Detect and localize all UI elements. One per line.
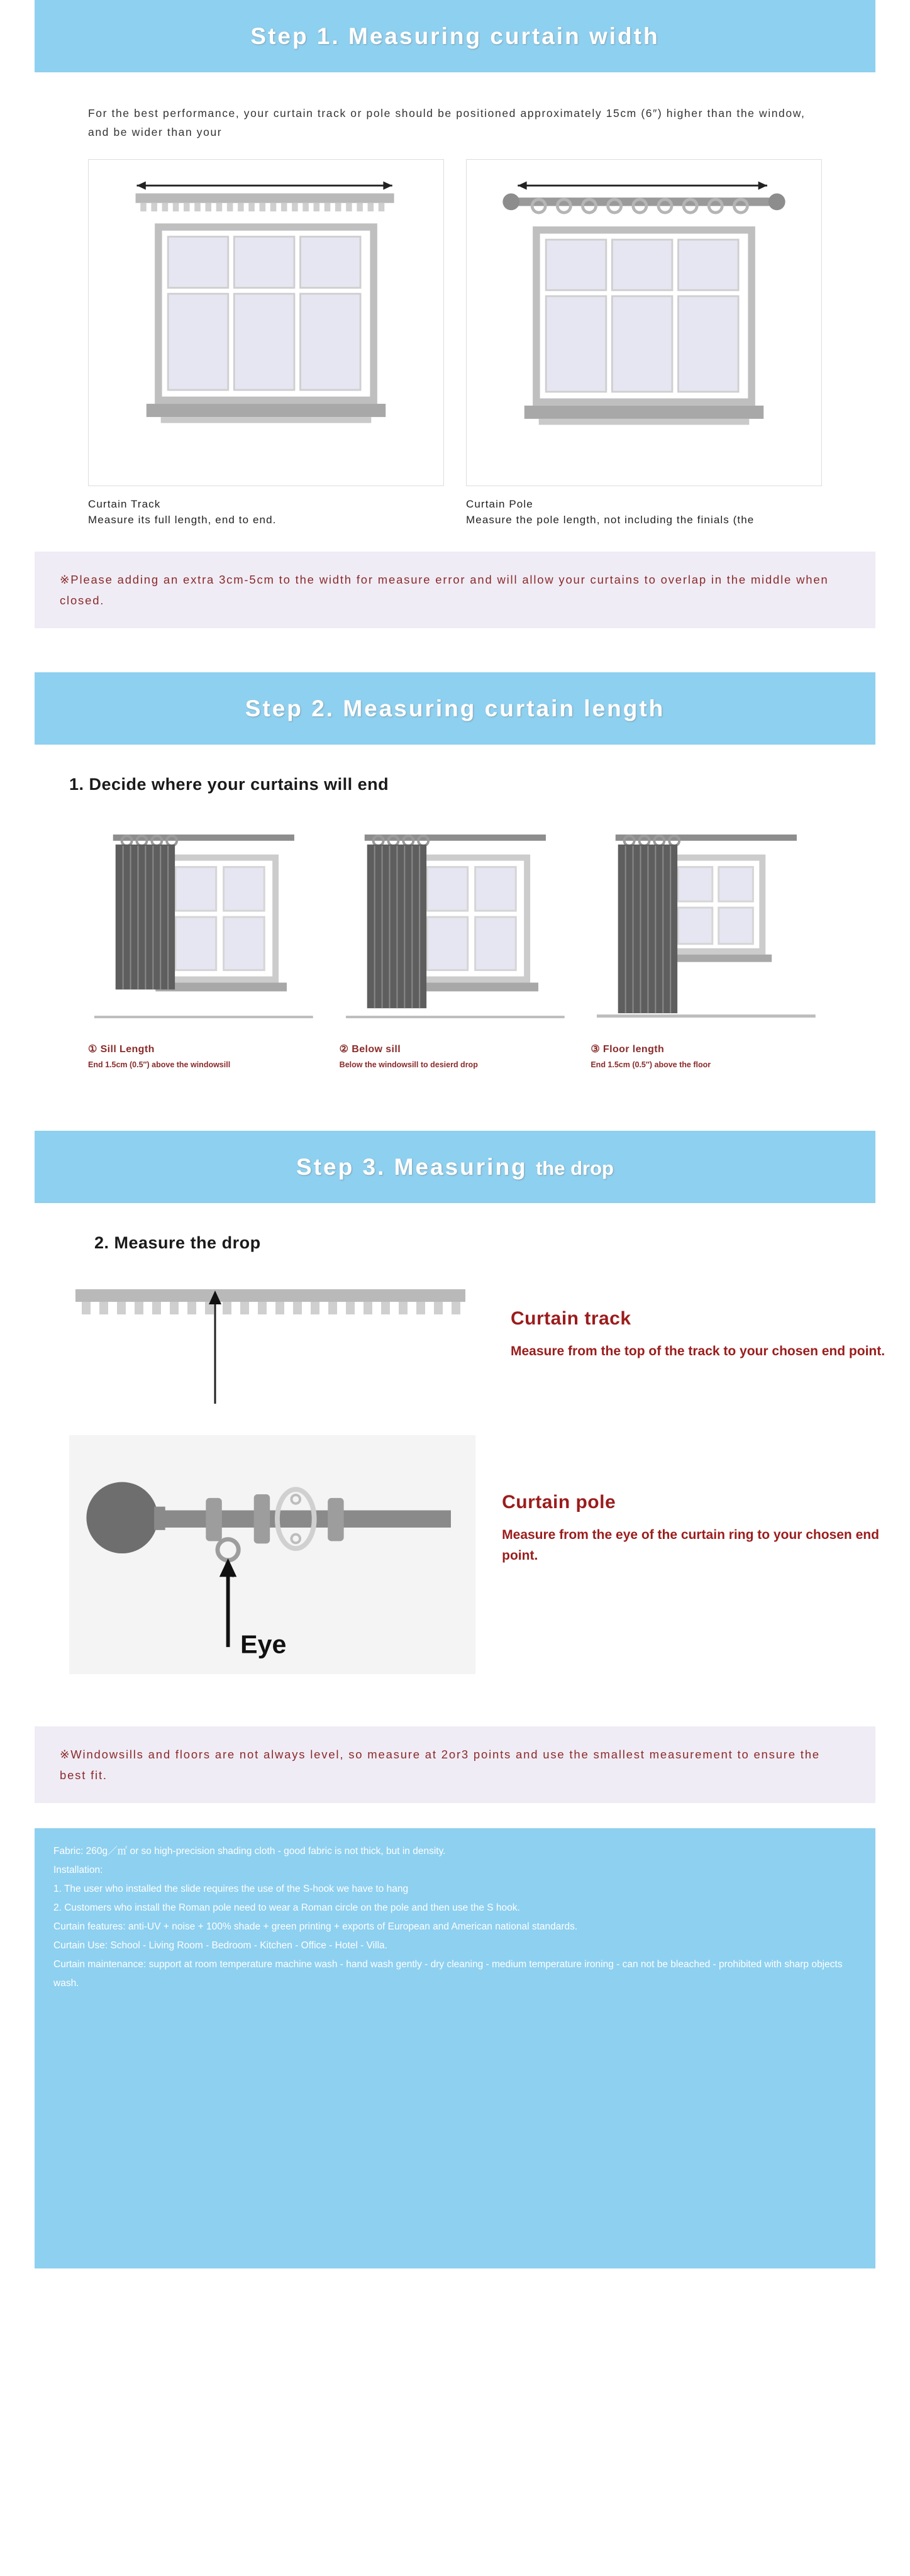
curtain-track-illustration xyxy=(88,159,444,486)
caption-track xyxy=(88,496,444,528)
end-option-below-sill xyxy=(340,816,571,1071)
end-option-floor xyxy=(591,816,822,1071)
drop-block-track xyxy=(69,1278,910,1410)
step-3-title xyxy=(296,1154,614,1180)
track-drop-body: Measure from the top of the track to your chosen end point. xyxy=(511,1344,885,1358)
caption-track-title: Curtain Track xyxy=(88,498,161,510)
note-level-check: ※Windowsills and floors are not always level, so measure at 2or3 points and use the smallest measurement to ensure the best fit. xyxy=(35,1726,875,1803)
step-1-title: Step 1. Measuring curtain width xyxy=(250,23,660,49)
spacer-1 xyxy=(0,628,910,672)
track-drop-text xyxy=(511,1278,885,1362)
below-sill-illustration xyxy=(340,816,571,1036)
end-option-1-sub: End 1.5cm (0.5″) above the windowsill xyxy=(88,1060,231,1069)
caption-pole xyxy=(466,496,822,528)
end-option-2-sub: Below the windowsill to desierd drop xyxy=(339,1060,478,1069)
track-window-svg xyxy=(89,160,443,486)
spacer-2 xyxy=(0,1071,910,1131)
window-card-track xyxy=(88,159,444,528)
note-width-extra: ※Please adding an extra 3cm-5cm to the width for measure error and will allow your curtains to overlap in the middle when closed. xyxy=(35,552,875,628)
track-drop-heading: Curtain track xyxy=(511,1308,631,1329)
svg-text:Eye: Eye xyxy=(240,1629,287,1659)
sill-length-svg xyxy=(88,816,319,1036)
end-option-1-label: ① Sill Length xyxy=(88,1044,155,1055)
product-info-panel xyxy=(35,1828,875,2268)
track-drop-svg xyxy=(69,1278,484,1410)
pole-drop-heading: Curtain pole xyxy=(502,1492,616,1513)
subheading-measure-drop: 2. Measure the drop xyxy=(94,1233,261,1252)
end-option-3-sub: End 1.5cm (0.5″) above the floor xyxy=(591,1060,711,1069)
info-line-install-2: 2. Customers who install the Roman pole need to wear a Roman circle on the pole and then use the S hook. xyxy=(53,1902,520,1913)
step-2-header xyxy=(35,672,875,745)
step-1-header xyxy=(35,0,875,72)
drop-block-pole xyxy=(69,1435,910,1674)
window-card-pole xyxy=(466,159,822,528)
window-diagrams-row xyxy=(88,159,822,528)
pole-drop-illustration xyxy=(69,1435,475,1674)
track-drop-illustration xyxy=(69,1278,484,1410)
spacer-3 xyxy=(0,1674,910,1702)
pole-drop-text xyxy=(502,1435,910,1566)
intro-paragraph: For the best performance, your curtain track or pole should be positioned approximately 15cm (6″) higher than the window, and be wider than your xyxy=(88,107,806,138)
step-3-header xyxy=(35,1131,875,1203)
caption-pole-title: Curtain Pole xyxy=(466,498,533,510)
info-line-fabric: Fabric: 260g／㎡ or so high-precision shading cloth - good fabric is not thick, but in density. xyxy=(53,1846,446,1857)
pole-window-svg xyxy=(467,160,821,486)
below-sill-svg xyxy=(340,816,571,1036)
end-option-3-label: ③ Floor length xyxy=(591,1044,665,1055)
curtain-end-options-row xyxy=(88,816,822,1071)
caption-pole-text: Measure the pole length, not including the finials (the xyxy=(466,514,755,526)
info-line-features: Curtain features: anti-UV + noise + 100% shade + green printing + exports of European and American national standards. xyxy=(53,1921,578,1932)
sill-length-illustration xyxy=(88,816,319,1036)
subheading-decide-end: 1. Decide where your curtains will end xyxy=(69,775,389,794)
floor-length-illustration xyxy=(591,816,822,1036)
floor-length-svg xyxy=(591,816,822,1036)
end-option-sill xyxy=(88,816,319,1071)
info-line-install-1: 1. The user who installed the slide requires the use of the S-hook we have to hang xyxy=(53,1884,409,1894)
caption-track-text: Measure its full length, end to end. xyxy=(88,514,277,526)
info-line-use: Curtain Use: School - Living Room - Bedroom - Kitchen - Office - Hotel - Villa. xyxy=(53,1940,387,1951)
info-line-installation: Installation: xyxy=(53,1865,103,1875)
info-line-maintenance: Curtain maintenance: support at room temperature machine wash - hand wash gently - dry cleaning - medium temperature ironing - can not be bleached - prohibited with sharp objects wash. xyxy=(53,1959,843,1989)
end-option-2-label: ② Below sill xyxy=(339,1044,401,1055)
curtain-pole-illustration xyxy=(466,159,822,486)
step-3-title-main: Step 3. Measuring xyxy=(296,1153,536,1180)
step-2-title: Step 2. Measuring curtain length xyxy=(245,695,665,721)
pole-drop-svg xyxy=(69,1435,475,1674)
pole-drop-body: Measure from the eye of the curtain ring to your chosen end point. xyxy=(502,1528,879,1563)
step-3-title-sub: the drop xyxy=(535,1157,614,1179)
